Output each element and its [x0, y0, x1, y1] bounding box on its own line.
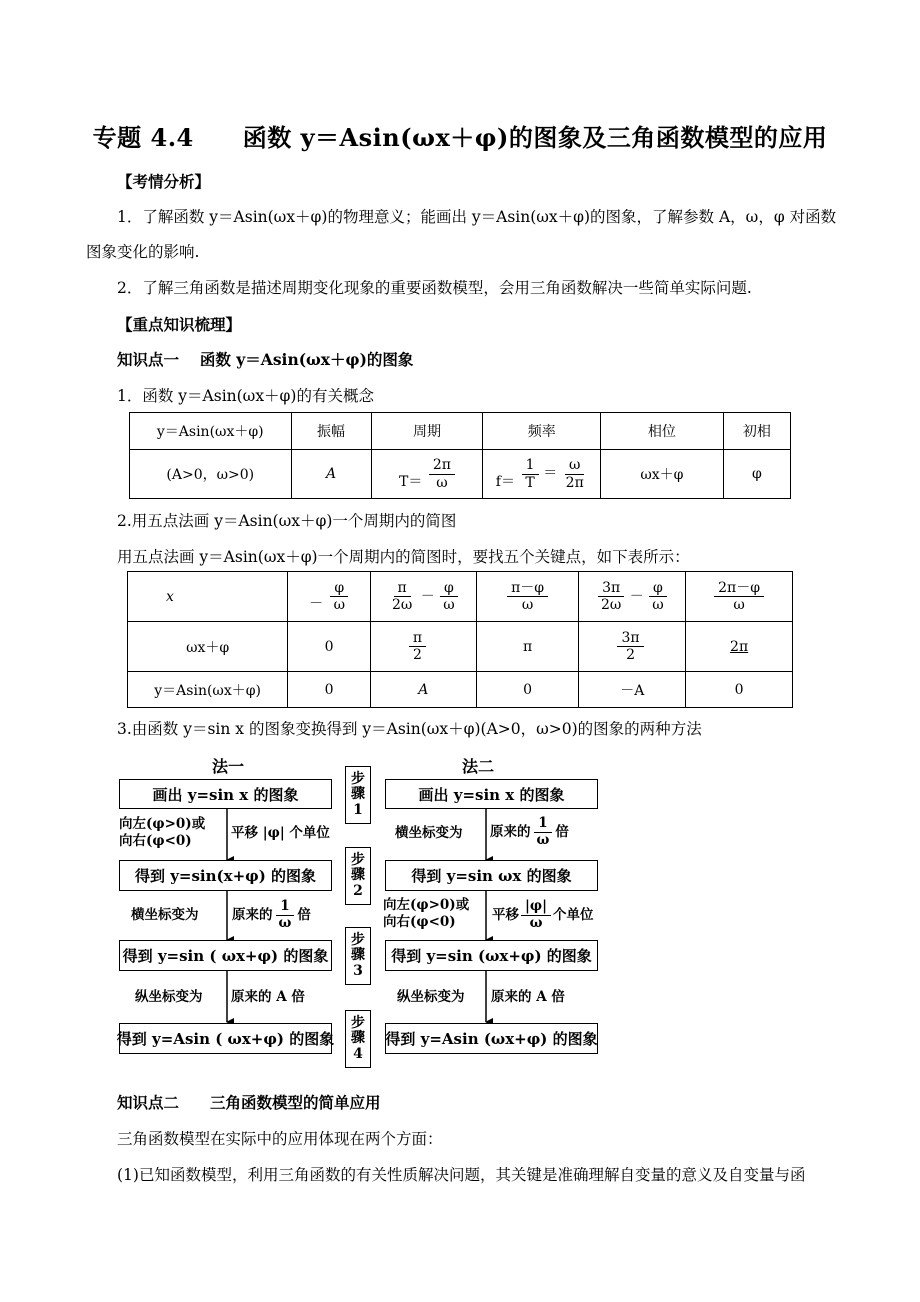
step-number: 4 — [353, 1045, 363, 1062]
fraction — [409, 630, 426, 663]
table-cell: A — [291, 450, 371, 499]
flow-text-part: 原来的 — [490, 823, 531, 840]
table-cell — [288, 572, 371, 622]
fraction-numerator: |φ| — [521, 899, 551, 916]
analysis-item-1-cont: 图象变化的影响. — [86, 243, 200, 261]
underlined-value: 2π — [730, 638, 749, 655]
table-cell — [686, 622, 793, 672]
table-cell: 0 — [476, 672, 579, 708]
table-header-cell: 相位 — [601, 413, 724, 450]
fraction — [388, 580, 416, 613]
flow-text-right-2b — [492, 899, 594, 931]
point1-title: 知识点一 函数 y＝Asin(ωx＋φ)的图象 — [117, 350, 414, 369]
step-label-2 — [345, 847, 371, 905]
fraction-numerator: 1 — [534, 816, 551, 833]
frequency-prefix: f＝ — [495, 473, 515, 490]
table-header-cell: 频率 — [483, 413, 601, 450]
fraction-denominator: ω — [529, 914, 543, 931]
flow-text-left-1b: 平移 |φ| 个单位 — [231, 825, 330, 841]
fraction-denominator: ω — [436, 474, 448, 491]
fraction-denominator: 2ω — [391, 597, 413, 613]
frequency-fraction-1 — [521, 457, 538, 490]
flow-text-part: 平移 — [492, 906, 519, 923]
knowledge-heading: 【重点知识梳理】 — [117, 315, 242, 334]
fraction — [507, 580, 548, 613]
frequency-fraction-2 — [562, 457, 588, 490]
transformation-flowchart — [117, 752, 607, 1072]
flow-box-left-1: 画出 y=sin x 的图象 — [119, 779, 332, 809]
fraction-numerator: π－φ — [507, 580, 548, 597]
period-fraction — [429, 457, 455, 490]
table-cell — [370, 572, 476, 622]
table-header-cell: 振幅 — [291, 413, 371, 450]
fraction-numerator: φ — [649, 580, 667, 597]
fraction — [439, 580, 458, 613]
table-cell: ωx＋φ — [128, 622, 288, 672]
minus-sign: － — [629, 588, 644, 605]
fraction — [648, 580, 667, 613]
fraction-numerator: π — [409, 630, 426, 647]
point1-sub3: 3.由函数 y＝sin x 的图象变换得到 y＝Asin(ωx＋φ)(A>0，ω>0)的图象的两种方法 — [117, 720, 702, 738]
flow-box-left-4: 得到 y=Asin ( ωx+φ) 的图象 — [119, 1023, 332, 1054]
step-number: 2 — [353, 882, 363, 899]
flow-text-line: 向左(φ>0)或 — [119, 816, 206, 832]
flow-text-line: 向右(φ<0) — [383, 913, 456, 930]
step-word: 步 — [351, 931, 365, 948]
step-word: 步 — [351, 770, 365, 787]
analysis-item-2: 2．了解三角函数是描述周期变化现象的重要函数模型，会用三角函数解决一些简单实际问题. — [117, 279, 752, 297]
flow-text-part: 倍 — [297, 906, 311, 923]
table-cell: 0 — [288, 622, 371, 672]
fraction-denominator: ω — [733, 597, 745, 613]
table-cell: ωx＋φ — [601, 450, 724, 499]
fraction-numerator: 2π — [429, 457, 455, 474]
flow-box-right-2: 得到 y=sin ωx 的图象 — [385, 860, 598, 891]
fraction-denominator: ω — [652, 597, 664, 613]
table-cell: x — [128, 572, 288, 622]
step-word: 步 — [351, 1014, 365, 1031]
flow-text-part: 倍 — [555, 823, 569, 840]
fraction-denominator: 2ω — [601, 597, 622, 613]
table-header-cell: 周期 — [371, 413, 483, 450]
table-row — [130, 450, 791, 499]
flow-text-part: 个单位 — [553, 906, 594, 923]
table-cell — [370, 622, 476, 672]
table-cell — [579, 622, 686, 672]
fraction-denominator: ω — [443, 597, 455, 613]
table-cell: －A — [579, 672, 686, 708]
flow-text-left-2a: 横坐标变为 — [131, 907, 199, 923]
flow-text-line: 向右(φ<0) — [119, 832, 192, 849]
flow-box-right-4: 得到 y=Asin (ωx+φ) 的图象 — [385, 1023, 598, 1054]
fraction-denominator: ω — [278, 914, 292, 931]
table-cell — [476, 572, 579, 622]
table-cell: y＝Asin(ωx＋φ) — [128, 672, 288, 708]
point1-sub2-desc: 用五点法画 y＝Asin(ωx＋φ)一个周期内的简图时，要找五个关键点，如下表所示： — [117, 548, 690, 566]
method-two-heading: 法二 — [462, 757, 495, 776]
table-header-cell: 初相 — [723, 413, 790, 450]
step-label-1 — [345, 766, 371, 824]
fraction-denominator: ω — [521, 597, 534, 613]
five-point-table — [127, 571, 793, 708]
flow-box-right-3: 得到 y=sin (ωx+φ) 的图象 — [385, 940, 598, 971]
fraction-denominator: 2π — [565, 474, 584, 491]
flow-text-right-3b: 原来的 A 倍 — [491, 989, 565, 1005]
flow-text-part: 原来的 — [232, 906, 273, 923]
step-label-4 — [345, 1010, 371, 1068]
flow-text-line: 向左(φ>0)或 — [383, 897, 470, 913]
flow-text-left-3b: 原来的 A 倍 — [231, 989, 305, 1005]
flow-text-left-1 — [119, 816, 205, 850]
step-label-3 — [345, 927, 371, 985]
fraction-denominator: ω — [536, 831, 550, 848]
step-word: 骤 — [351, 786, 365, 803]
step-number: 1 — [353, 801, 363, 818]
point2-title: 知识点二 三角函数模型的简单应用 — [117, 1093, 381, 1112]
fraction-denominator: T — [525, 474, 535, 491]
fraction — [275, 899, 296, 931]
flow-text-right-2a — [383, 897, 469, 931]
table-cell: 0 — [686, 672, 793, 708]
concept-table — [129, 412, 791, 499]
fraction-numerator: 1 — [522, 457, 539, 474]
flow-box-right-1: 画出 y=sin x 的图象 — [385, 779, 598, 809]
flow-text-left-3a: 纵坐标变为 — [135, 989, 203, 1005]
table-row — [128, 672, 793, 708]
table-row — [128, 622, 793, 672]
table-cell: 0 — [288, 672, 371, 708]
step-number: 3 — [353, 962, 363, 979]
fraction-numerator: φ — [330, 580, 348, 597]
fraction-numerator: 1 — [276, 899, 293, 916]
point1-sub1: 1．函数 y＝Asin(ωx＋φ)的有关概念 — [117, 387, 374, 405]
frequency-cell — [483, 450, 601, 499]
minus-sign: － — [309, 596, 324, 613]
page-title: 专题 4.4 函数 y＝Asin(ωx＋φ)的图象及三角函数模型的应用 — [92, 123, 828, 152]
table-row — [128, 572, 793, 622]
fraction — [330, 580, 349, 613]
equals-sign: ＝ — [543, 466, 558, 482]
fraction-numerator: φ — [440, 580, 458, 597]
step-word: 骤 — [351, 1030, 365, 1047]
point2-item-1: (1)已知函数模型，利用三角函数的有关性质解决问题，其关键是准确理解自变量的意义及自变量与函 — [117, 1166, 806, 1184]
flow-text-right-1a: 横坐标变为 — [395, 825, 463, 841]
fraction — [533, 816, 554, 848]
fraction — [597, 580, 625, 613]
fraction-numerator: 3π — [598, 580, 624, 597]
fraction — [714, 580, 764, 613]
analysis-heading: 【考情分析】 — [117, 172, 211, 191]
flow-text-right-3a: 纵坐标变为 — [397, 989, 465, 1005]
fraction — [521, 899, 551, 931]
fraction-numerator: 2π－φ — [714, 580, 764, 597]
analysis-item-1: 1．了解函数 y＝Asin(ωx＋φ)的物理意义；能画出 y＝Asin(ωx＋φ)的图象，了解参数 A，ω，φ 对函数 — [117, 208, 837, 226]
table-cell: π — [476, 622, 579, 672]
minus-sign: － — [420, 588, 435, 605]
period-cell — [371, 450, 483, 499]
period-prefix: T＝ — [399, 473, 423, 490]
point1-sub2: 2.用五点法画 y＝Asin(ωx＋φ)一个周期内的简图 — [117, 512, 457, 530]
fraction-numerator: 3π — [617, 630, 643, 647]
table-cell: φ — [723, 450, 790, 499]
flow-text-left-2b — [232, 899, 311, 931]
table-header-cell: y＝Asin(ωx＋φ) — [130, 413, 292, 450]
fraction-denominator: 2 — [626, 647, 635, 663]
table-row — [130, 413, 791, 450]
step-word: 步 — [351, 851, 365, 868]
flow-box-left-2: 得到 y=sin(x+φ) 的图象 — [119, 860, 332, 891]
flow-text-right-1b — [490, 816, 569, 848]
fraction-denominator: 2 — [413, 647, 422, 663]
point2-desc: 三角函数模型在实际中的应用体现在两个方面： — [117, 1130, 443, 1148]
table-cell — [579, 572, 686, 622]
table-cell — [686, 572, 793, 622]
fraction-denominator: ω — [333, 597, 345, 613]
fraction-numerator: π — [394, 580, 411, 597]
table-cell: A — [370, 672, 476, 708]
step-word: 骤 — [351, 867, 365, 884]
fraction-numerator: ω — [565, 457, 584, 474]
step-word: 骤 — [351, 947, 365, 964]
table-cell: (A>0，ω>0) — [130, 450, 292, 499]
fraction — [617, 630, 643, 663]
method-one-heading: 法一 — [212, 757, 245, 776]
flow-box-left-3: 得到 y=sin ( ωx+φ) 的图象 — [119, 940, 332, 971]
